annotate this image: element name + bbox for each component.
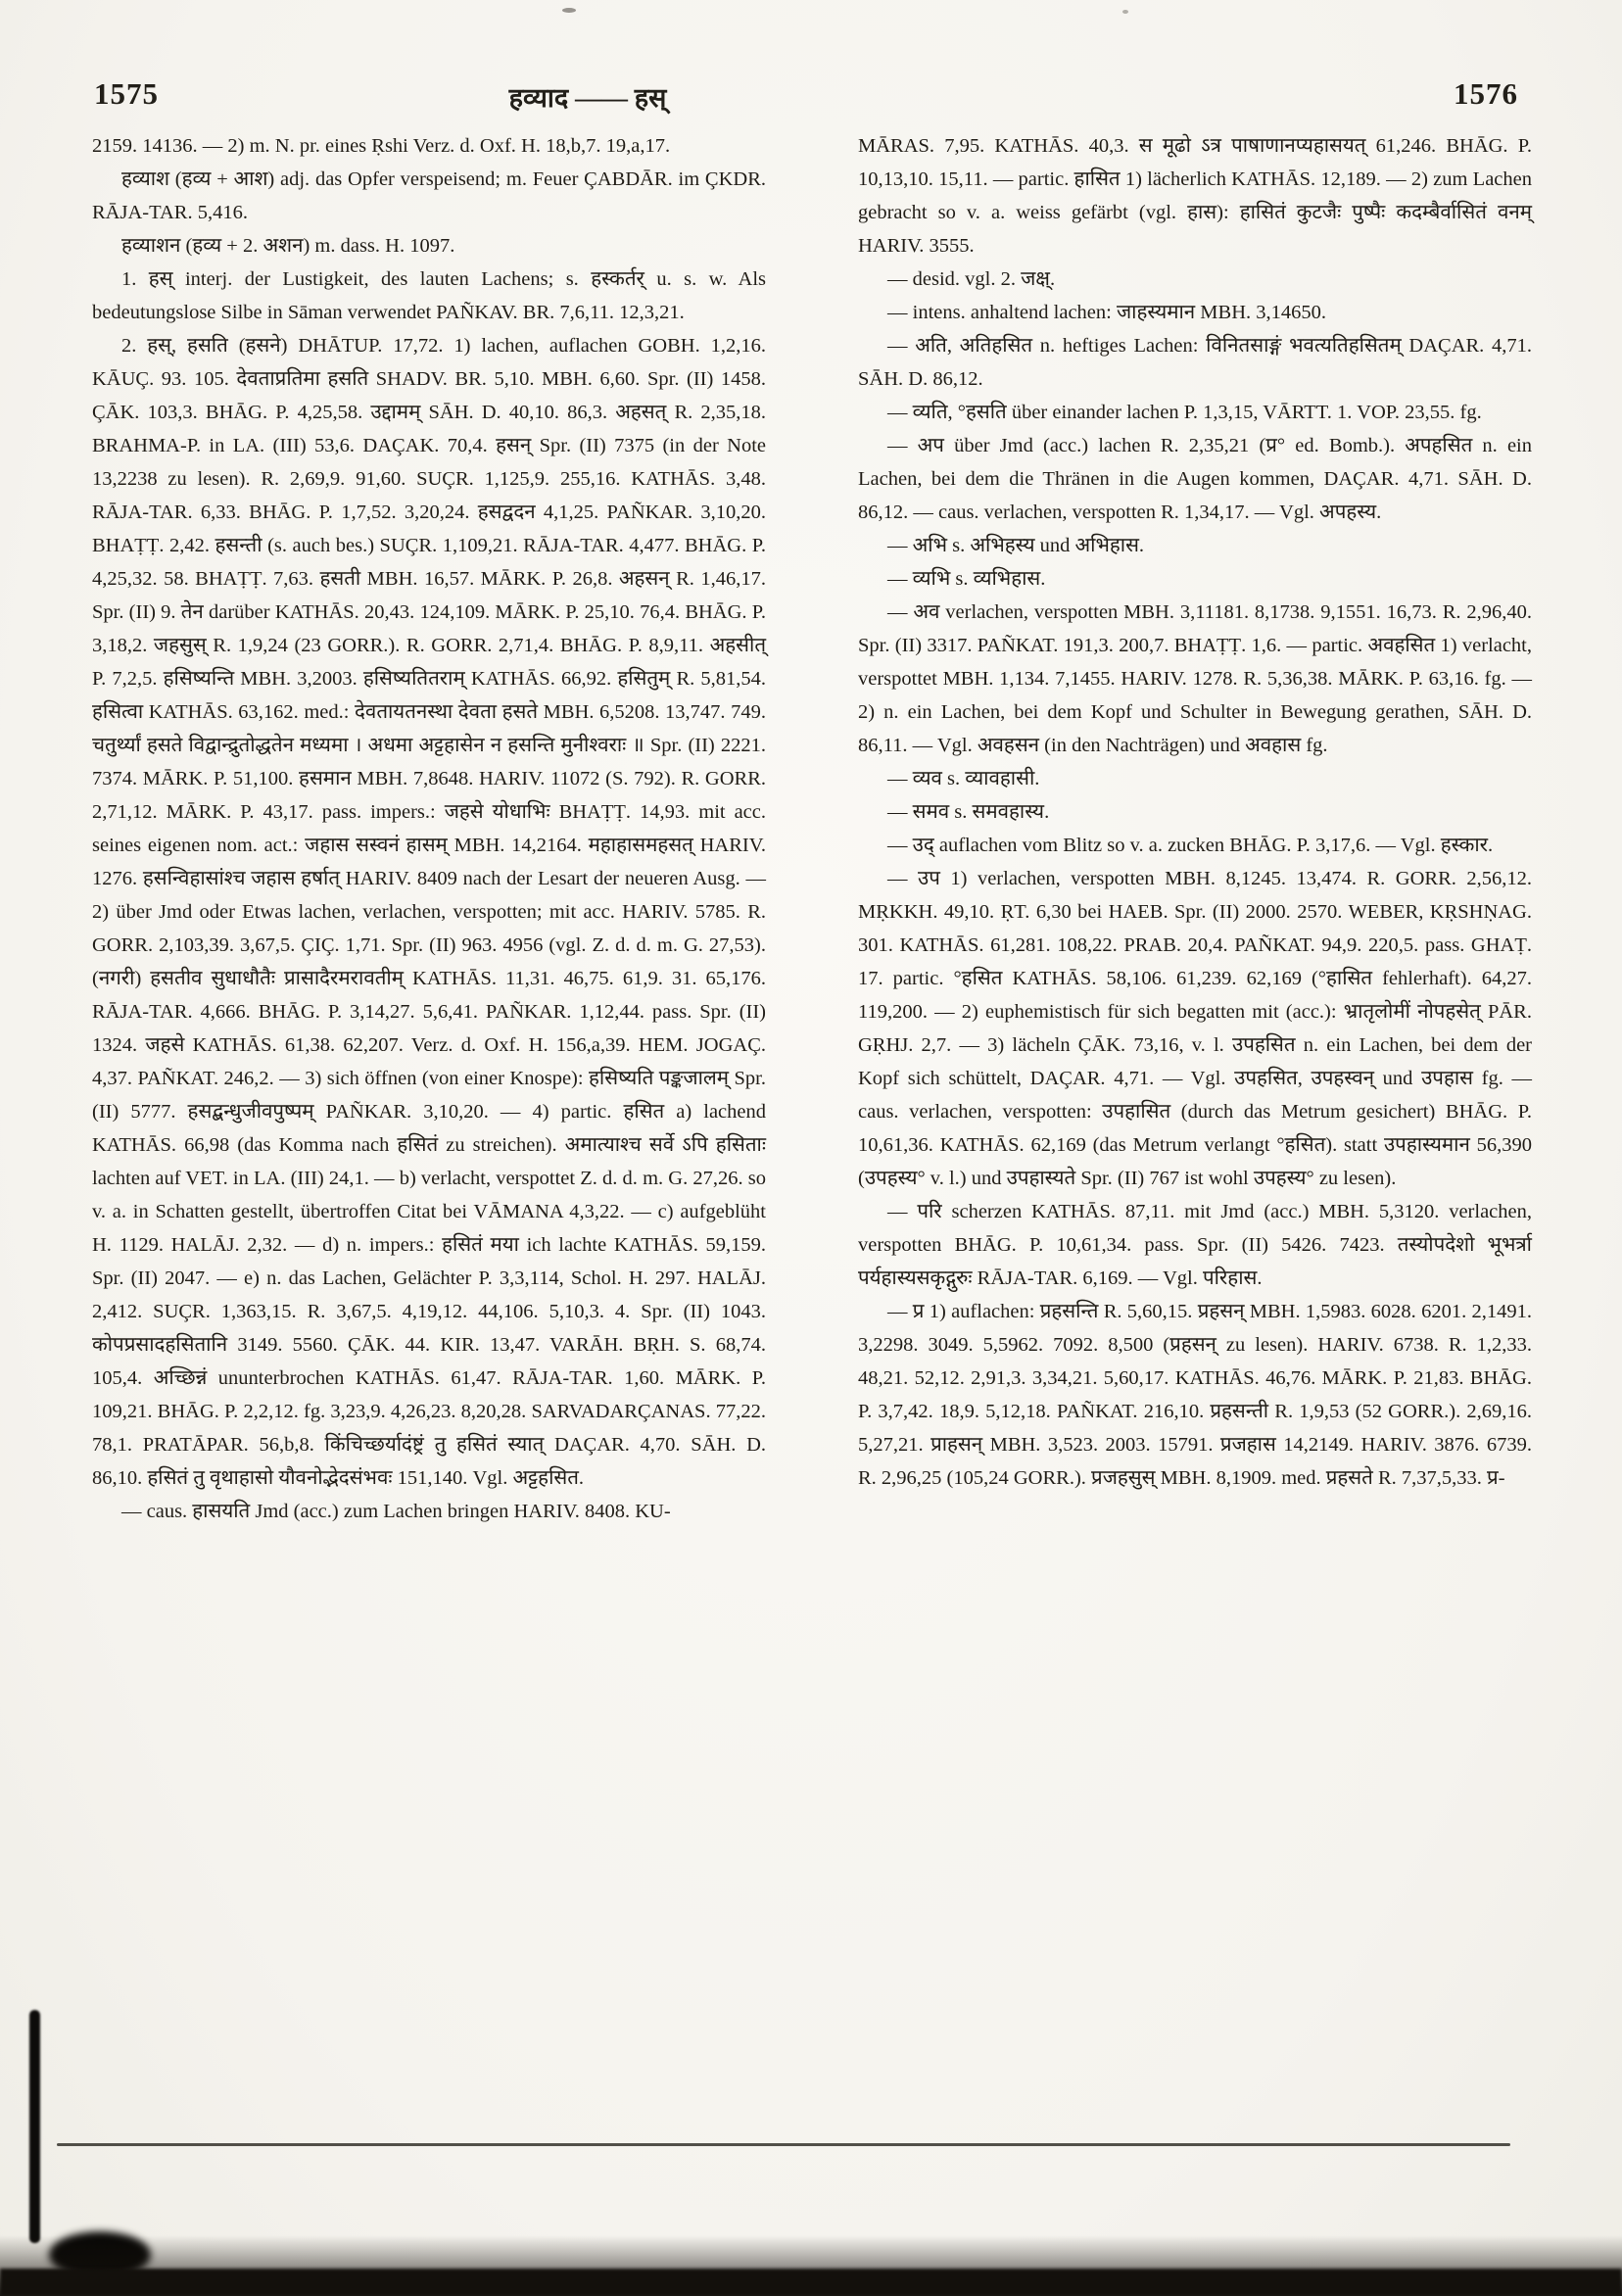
paragraph: — व्यव s. व्यावहासी. — [887, 768, 1040, 789]
paragraph: — व्यति, °हसति über einander lachen P. 1,3,15, VĀRTT. 1. VOP. 23,55. fg. — [887, 402, 1482, 423]
page-number-right: 1576 — [1454, 76, 1518, 111]
paragraph: — प्र 1) auflachen: प्रहसन्ति R. 5,60,15. प्रहसन् MBH. 1,5983. 6028. 6201. 2,1491. 3,2298. 3049. 5,5962. 7092. 8,500 (प्रहसन् zu lesen). HARIV. 6738. R. 1,2,33. 48,21. 52,12. 2,91,3. 3,34,21. 5,60,17. KATHĀS. 46,76. MĀRK. P. 21,83. BHĀG. P. 3,7,42. 18,9. 5,12,18. PAÑKAT. 216,10. प्रहसन्ती R. 1,9,53 (52 GORR.). 2,69,16. 5,27,21. प्राहसन् MBH. 3,523. 2003. 15791. प्रजहास 14,2149. HARIV. 3876. 6739. R. 2,96,25 (105,24 GORR.). प्रजहसुस् MBH. 8,1909. med. प्रहसते R. 7,37,5,33. प्र- — [858, 1301, 1532, 1489]
scan-speck-icon — [1122, 10, 1128, 14]
paragraph: MĀRAS. 7,95. KATHĀS. 40,3. स मूढो ऽत्र पाषाणानप्यहासयत् 61,246. BHĀG. P. 10,13,10. 15,11. — partic. हासित 1) lächerlich KATHĀS. 12,189. — 2) zum Lachen gebracht so v. a. weiss gefärbt (vgl. हास): हासितं कुटजैः पुष्पैः कदम्बैर्वासितं वनम् HARIV. 3555. — [858, 135, 1532, 257]
scan-artifact-streak — [0, 2269, 1622, 2296]
paragraph: — समव s. समवहास्य. — [887, 801, 1050, 823]
paragraph: — उद् auflachen vom Blitz so v. a. zucken BHĀG. P. 3,17,6. — Vgl. हस्कार. — [887, 835, 1494, 856]
paragraph: — desid. vgl. 2. जक्ष्. — [887, 268, 1056, 290]
running-title: हव्याद —— हस् — [508, 83, 667, 113]
paragraph: 2. हस्, हसति (हसने) DHĀTUP. 17,72. 1) lachen, auflachen GOBH. 1,2,16. KĀUÇ. 93. 105. देवताप्रतिमा हसति SHADV. BR. 5,10. MBH. 6,60. Spr. (II) 1458. ÇĀK. 103,3. BHĀG. P. 4,25,58. उद्दामम् SĀH. D. 40,10. 86,3. अहसत् R. 2,35,18. BRAHMA-P. in LA. (III) 53,6. DAÇAK. 70,4. हसन् Spr. (II) 7375 (in der Note 13,2238 zu lesen). R. 2,69,9. 91,60. SUÇR. 1,125,9. 255,16. KATHĀS. 3,48. RĀJA-TAR. 6,33. BHĀG. P. 1,7,52. 3,20,24. हसद्वदन 4,1,25. PAÑKAR. 3,10,20. BHAṬṬ. 2,42. हसन्ती (s. auch bes.) SUÇR. 1,109,21. RĀJA-TAR. 4,477. BHĀG. P. 4,25,32. 58. BHAṬṬ. 7,63. हसती MBH. 16,57. MĀRK. P. 26,8. अहसन् R. 1,46,17. Spr. (II) 9. तेन darüber KATHĀS. 20,43. 124,109. MĀRK. P. 25,10. 76,4. BHĀG. P. 3,18,2. जहसुस् R. 1,9,24 (23 GORR.). R. GORR. 2,71,4. BHĀG. P. 8,9,11. अहसीत् P. 7,2,5. हसिष्यन्ति MBH. 3,2003. हसिष्यतितराम् KATHĀS. 66,92. हसितुम् R. 5,81,54. हसित्वा KATHĀS. 63,162. med.: देवतायतनस्था देवता हसते MBH. 6,5208. 13,747. 749. चतुर्थ्यां हसते विद्वान्द्रुतोद्धतेन मध्यमा । अधमा अट्टहासेन न हसन्ति मुनीश्वराः ॥ Spr. (II) 2221. 7374. MĀRK. P. 51,100. हसमान MBH. 7,8648. HARIV. 11072 (S. 792). R. GORR. 2,71,12. MĀRK. P. 43,17. pass. impers.: जहसे योधाभिः BHAṬṬ. 14,93. mit acc. seines eigenen nom. act.: जहास सस्वनं हासम् MBH. 14,2164. महाहासमहसत् HARIV. 1276. हसन्विहासांश्च जहास हर्षात् HARIV. 8409 nach der Lesart der neueren Ausg. — 2) über Jmd oder Etwas lachen, verlachen, verspotten; mit acc. HARIV. 5785. R. GORR. 2,103,39. 3,67,5. ÇIÇ. 1,71. Spr. (II) 963. 4956 (vgl. Z. d. d. m. G. 27,53). (नगरी) हसतीव सुधाधौतैः प्रासादैरमरावतीम् KATHĀS. 11,31. 46,75. 61,9. 31. 65,176. RĀJA-TAR. 4,666. BHĀG. P. 3,14,27. 5,6,41. PAÑKAR. 1,12,44. pass. Spr. (II) 1324. जहसे KATHĀS. 61,38. 62,207. Verz. d. Oxf. H. 156,a,39. HEM. JOGAÇ. 4,37. PAÑKAT. 246,2. — 3) sich öffnen (von einer Knospe): हसिष्यति पङ्कजालम् Spr. (II) 5777. हसद्बन्धुजीवपुष्पम् PAÑKAR. 3,10,20. — 4) partic. हसित a) lachend KATHĀS. 66,98 (das Komma nach हसितं zu streichen). अमात्याश्च सर्वे ऽपि हसिताः lachten auf VET. in LA. (III) 24,1. — b) verlacht, verspottet Z. d. d. m. G. 27,26. so v. a. in Schatten gestellt, übertroffen Citat bei VĀMANA 4,3,22. — c) aufgeblüht H. 1129. HALĀJ. 2,32. — d) n. impers.: हसितं मया ich lachte KATHĀS. 59,159. Spr. (II) 2047. — e) n. das Lachen, Gelächter P. 3,3,114, Schol. H. 297. HALĀJ. 2,412. SUÇR. 1,363,15. R. 3,67,5. 4,19,12. 44,106. 5,10,3. 4. Spr. (II) 1043. कोपप्रसादहसितानि 3149. 5560. ÇĀK. 44. KIR. 13,47. VARĀH. BṚH. S. 68,74. 105,4. अच्छिन्नं ununterbrochen KATHĀS. 61,47. RĀJA-TAR. 1,60. MĀRK. P. 109,21. BHĀG. P. 2,2,12. fg. 3,23,9. 4,26,23. 8,20,28. SARVADARÇANAS. 77,22. 78,1. PRATĀPAR. 56,b,8. किंचिच्छर्यादंष्ट्रं तु हसितं स्यात् DAÇAR. 4,70. SĀH. D. 86,10. हसितं तु वृथाहासो यौवनोद्भेदसंभवः 151,140. Vgl. अट्टहसित. — [92, 335, 766, 1489]
paragraph: — caus. हासयति Jmd (acc.) zum Lachen bringen HARIV. 8408. KU- — [121, 1501, 671, 1522]
scan-artifact-left-edge — [29, 2010, 40, 2243]
right-column — [858, 129, 1532, 1495]
page-header — [0, 76, 1622, 120]
paragraph: 1. हस् interj. der Lustigkeit, des lauten Lachens; s. हस्कर्तर् u. s. w. Als bedeutungslose Silbe in Sāman verwendet PAÑKAV. BR. 7,6,11. 12,3,21. — [92, 268, 766, 323]
paragraph: — परि scherzen KATHĀS. 87,11. mit Jmd (acc.) MBH. 5,3120. verlachen, verspotten BHĀG. P. 10,61,34. pass. Spr. (II) 5426. 7423. तस्योपदेशो भूभर्त्रा पर्यहास्यसकृद्गुरुः RĀJA-TAR. 6,169. — Vgl. परिहास. — [858, 1201, 1532, 1289]
left-column — [92, 129, 766, 1528]
paragraph: — व्यभि s. व्यभिहास. — [887, 568, 1046, 590]
paragraph: — उप 1) verlachen, verspotten MBH. 8,1245. 13,474. R. GORR. 2,56,12. MṚKKH. 49,10. ṚT. 6,30 bei HAEB. Spr. (II) 2000. 2570. WEBER, KṚSHṆAG. 301. KATHĀS. 61,281. 108,22. PRAB. 20,4. PAÑKAT. 94,9. 220,5. pass. GHAṬ. 17. partic. °हसित KATHĀS. 58,106. 61,239. 62,169 (°हासित fehlerhaft). 64,27. 119,200. — 2) euphemistisch für sich begatten mit (acc.): भ्रातृलोमीं नोपहसेत् PĀR. GṚHJ. 2,7. — 3) lächeln ÇĀK. 73,16, v. l. उपहसित n. ein Lachen, bei dem der Kopf sich schüttelt, DAÇAR. 4,71. — Vgl. उपहसित, उपहस्वन् und उपहास fg. — caus. verlachen, verspotten: उपहासित (durch das Metrum gesichert) BHĀG. P. 10,61,36. KATHĀS. 62,169 (das Metrum verlangt °हसित). statt उपहास्यमान 56,390 (उपहस्य° v. l.) und उपहास्यते Spr. (II) 767 ist wohl उपहस्य° zu lesen). — [858, 868, 1532, 1189]
paragraph: — अव verlachen, verspotten MBH. 3,11181. 8,1738. 9,1551. 16,73. R. 2,96,40. Spr. (II) 3317. PAÑKAT. 191,3. 200,7. BHAṬṬ. 1,6. — partic. अवहसित 1) verlacht, verspottet MBH. 1,134. 7,1455. HARIV. 1278. R. 5,36,38. MĀRK. P. 63,16. fg. — 2) n. ein Lachen, bei dem Kopf und Schulter in Bewegung gerathen, SĀH. D. 86,11. — Vgl. अवहसन (in den Nachträgen) und अवहास fg. — [858, 601, 1532, 756]
paragraph: 2159. 14136. — 2) m. N. pr. eines Ṛshi Verz. d. Oxf. H. 18,b,7. 19,a,17. — [92, 135, 671, 157]
page-number-left: 1575 — [94, 76, 159, 111]
paragraph: हव्याश (हव्य + आश) adj. das Opfer verspeisend; m. Feuer ÇABDĀR. im ÇKDR. RĀJA-TAR. 5,416. — [92, 168, 766, 223]
scan-speck-icon — [562, 8, 576, 13]
paragraph: — अति, अतिहसित n. heftiges Lachen: विनितसाङ्गं भवत्यतिहसितम् DAÇAR. 4,71. SĀH. D. 86,12. — [858, 335, 1532, 390]
scan-artifact-bottom-rule — [57, 2143, 1510, 2146]
paragraph: — अप über Jmd (acc.) lachen R. 2,35,21 (प्र° ed. Bomb.). अपहसित n. ein Lachen, bei dem die Thränen in die Augen kommen, DAÇAR. 4,71. SĀH. D. 86,12. — caus. verlachen, verspotten R. 1,34,17. — Vgl. अपहस्य. — [858, 435, 1532, 523]
paragraph: — अभि s. अभिहस्य und अभिहास. — [887, 535, 1145, 556]
paragraph: — intens. anhaltend lachen: जाहस्यमान MBH. 3,14650. — [887, 302, 1327, 323]
paragraph: हव्याशन (हव्य + 2. अशन) m. dass. H. 1097. — [121, 235, 455, 257]
